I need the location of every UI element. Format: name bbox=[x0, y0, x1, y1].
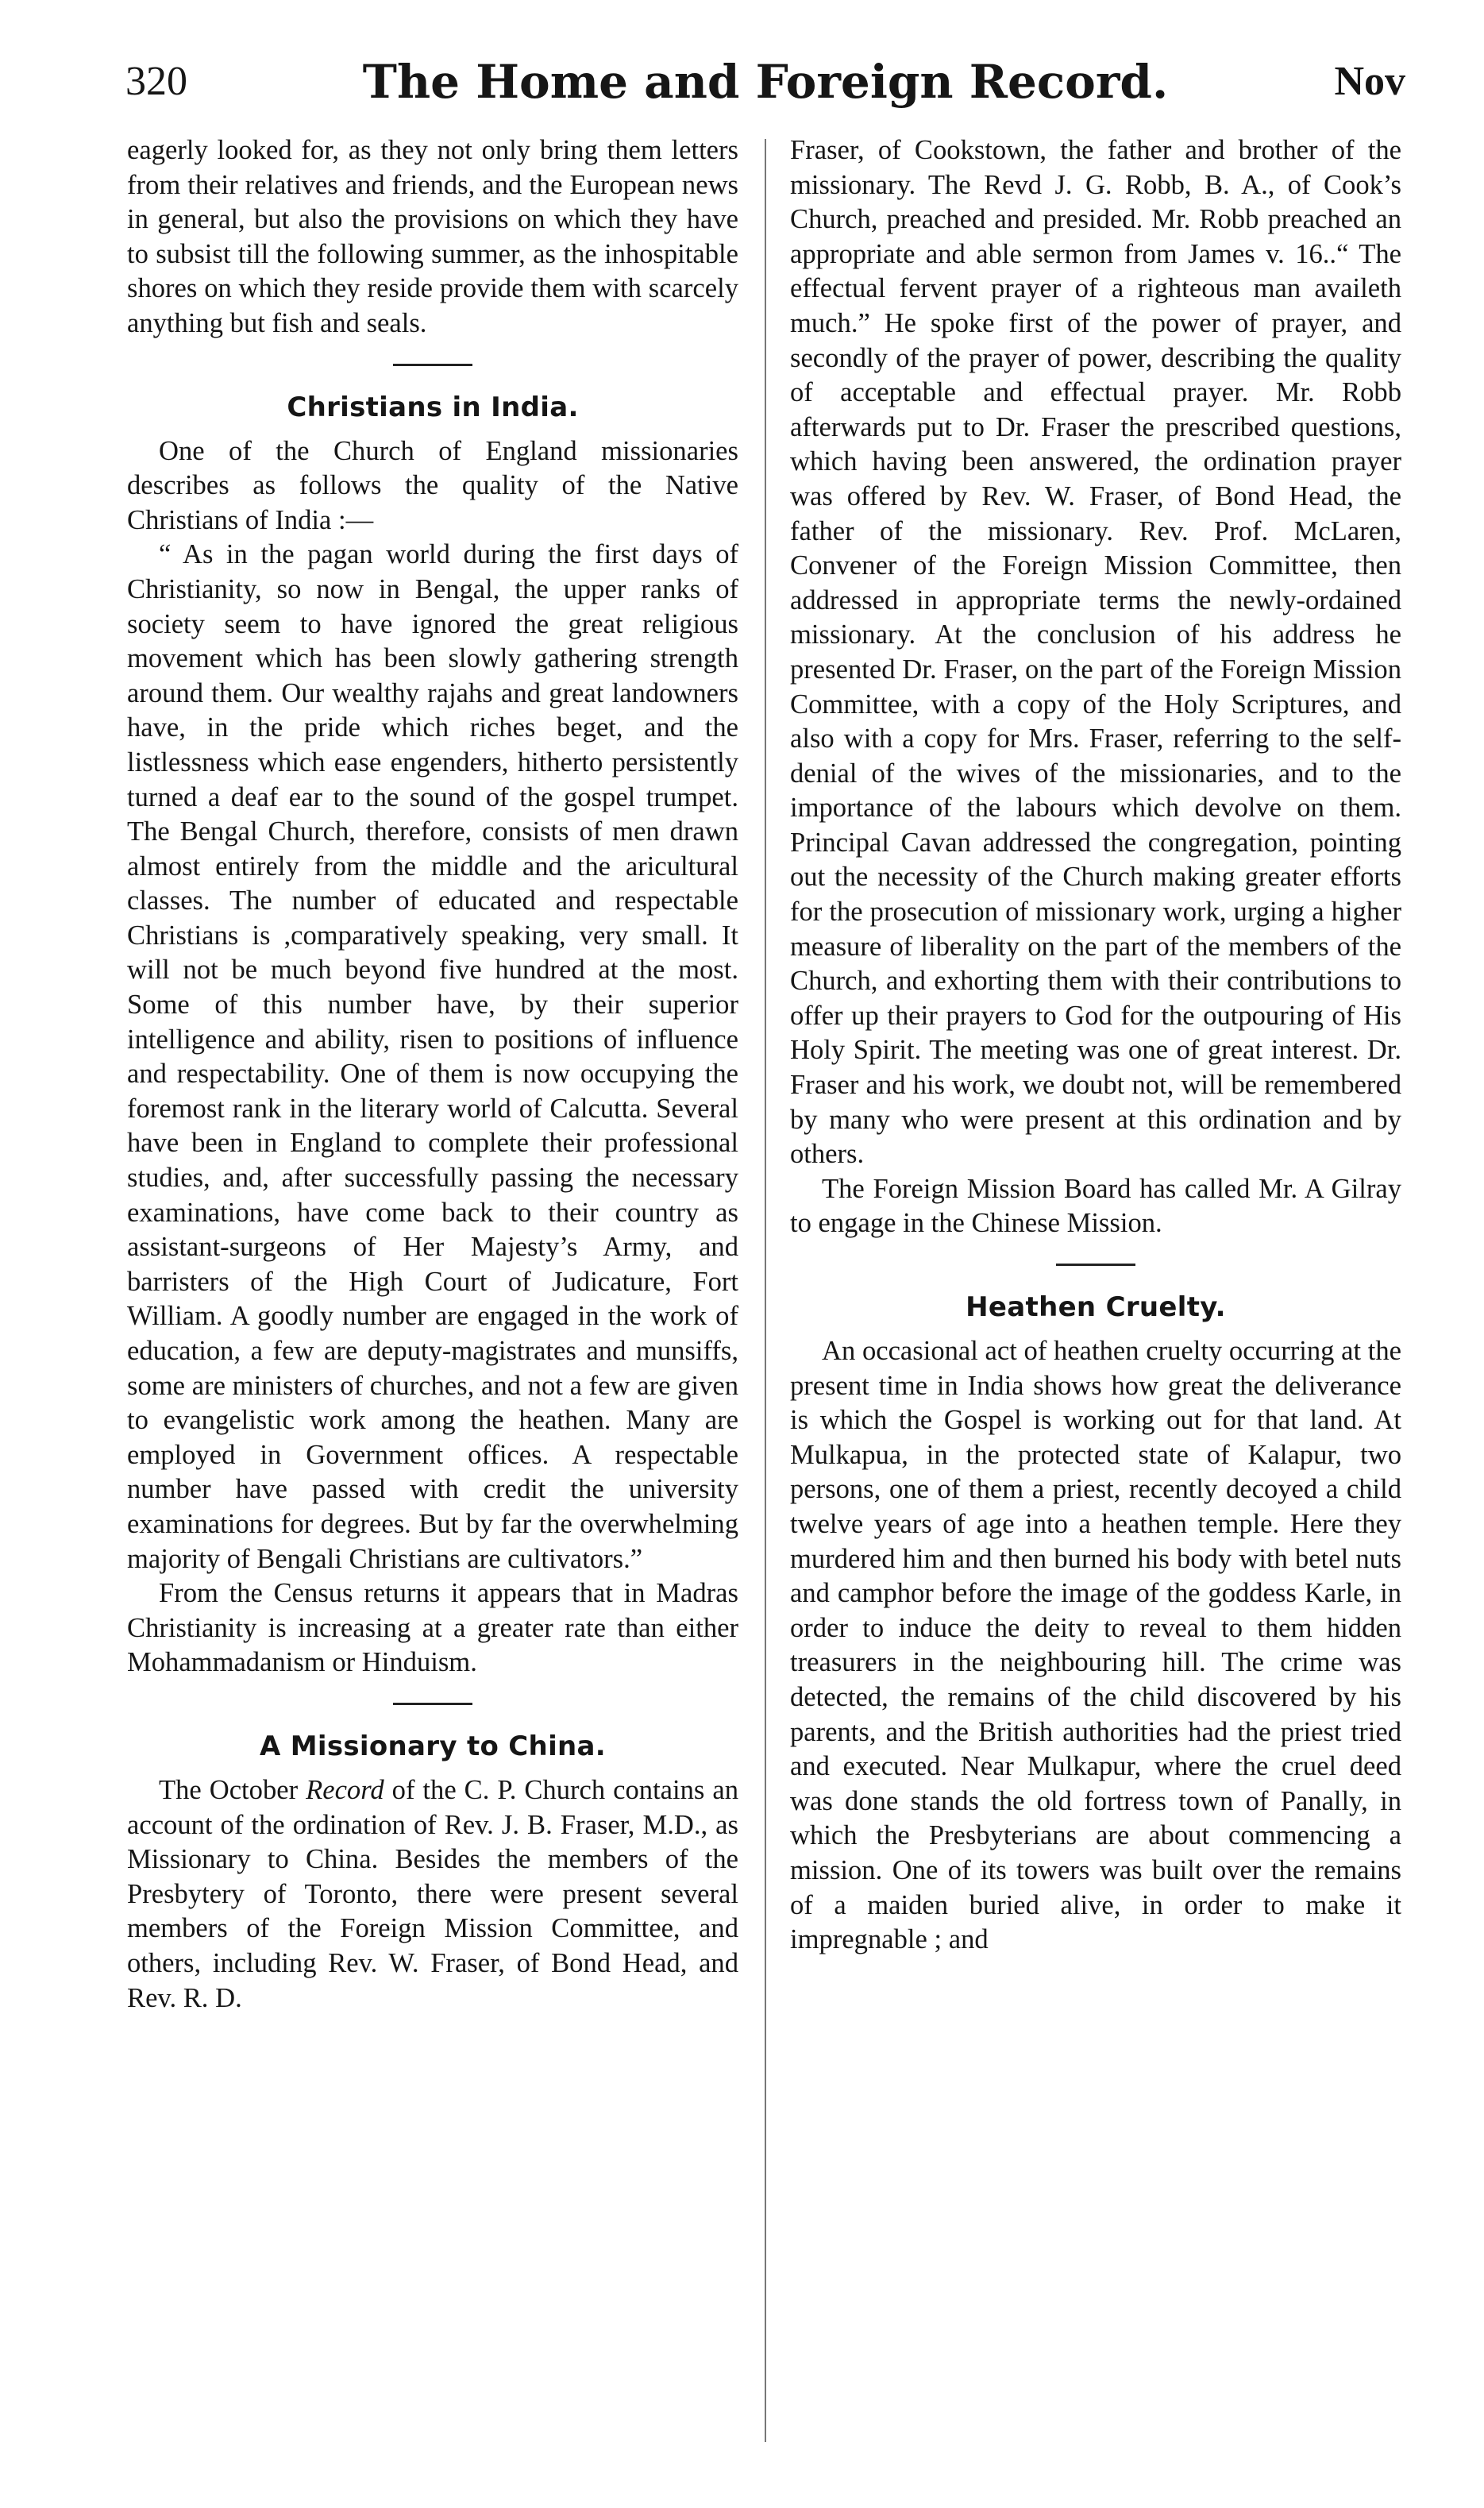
heading-christians-in-india: Christians in India. bbox=[287, 391, 579, 423]
page-number: 320 bbox=[125, 59, 187, 104]
record-title-italic: Record bbox=[306, 1774, 384, 1805]
intro-paragraph: eagerly looked for, as they not only bring them letters from their relatives and friends, and the European news in general, but also the provisions on which they have to subsist till the following summer, as the inhospitable shores on which they reside provide them with scarcely anything but fish and seals. bbox=[127, 135, 738, 338]
india-paragraph-3: From the Census returns it appears that in Madras Christianity is increasing at a greater rate than either Mohammadanism or Hinduism. bbox=[127, 1578, 738, 1678]
china-continuation-paragraph: Fraser, of Cookstown, the father and brother of the missionary. The Revd J. G. Robb, B. A., of Cook’s Church, preached and presided. Mr. Robb preached an appropriate and able sermon from James v. 16..“ The effectual fervent prayer of a righteous man availeth much.” He spoke first of the power of prayer, and secondly of the prayer of power, describing the quality of acceptable and effectual prayer. Mr. Robb afterwards put to Dr. Fraser the prescribed questions, which having been answered, the ordination prayer was offered by Rev. W. Fraser, of Bond Head, the father of the missionary. Rev. Prof. McLaren, Convener of the Foreign Mission Committee, then addressed in appropriate terms the newly-ordained missionary. At the conclusion of his address he presented Dr. Fraser, on the part of the Foreign Mission Committee, with a copy of the Holy Scriptures, and also with a copy for Mrs. Fraser, referring to the self-denial of the wives of the missionaries, and to the importance of the labours which devolve on them. Principal Cavan addressed the congregation, pointing out the necessity of the Church making greater efforts for the prosecution of missionary work, urging a higher measure of liberality on the part of the members of the Church, and exhorting them with their contributions to offer up their prayers to God for the outpouring of His Holy Spirit. The meeting was one of great interest. Dr. Fraser and his work, we doubt not, will be remembered by many who were present at this ordination and by others. bbox=[790, 135, 1401, 1170]
page-header bbox=[125, 38, 1405, 125]
heading-missionary-to-china: A Missionary to China. bbox=[260, 1730, 606, 1762]
column-divider bbox=[765, 139, 766, 2442]
publication-title: The Home and Foreign Record. bbox=[362, 55, 1169, 109]
section-separator bbox=[1056, 1264, 1135, 1266]
india-paragraph-1: One of the Church of England missionaries describes as follows the quality of the Native Christians of India :— bbox=[127, 435, 738, 535]
india-paragraph-2: “ As in the pagan world during the first days of Christianity, so now in Bengal, the upper ranks of society seem to have ignored the great religious movement which has been slowly gathering strength around them. Our wealthy rajahs and great landowners have, in the pride which riches beget, and the listlessness which ease engenders, hitherto persistently turned a deaf ear to the sound of the gospel trumpet. The Bengal Church, therefore, consists of men drawn almost entirely from the middle and the aricultural classes. The number of educated and respectable Christians is ,comparatively speaking, very small. It will not be much beyond five hundred at the most. Some of this number have, by their superior intelligence and ability, risen to positions of influence and respectability. One of them is now occupying the foremost rank in the literary world of Calcutta. Several have been in England to complete their professional studies, and, after successfully passing the necessary examinations, have come back to their country as assistant-surgeons of Her Majesty’s Army, and barristers of the High Court of Judicature, Fort William. A goodly number are engaged in the work of education, a few are deputy-magistrates and munsiffs, some are ministers of churches, and not a few are given to evangelistic work among the heathen. Many are employed in Government offices. A respectable number have passed with credit the university examinations for degrees. But by far the overwhelming majority of Bengali Christians are cultivators.” bbox=[127, 539, 738, 1574]
section-separator bbox=[393, 364, 472, 366]
issue-month: Nov bbox=[1334, 59, 1405, 104]
china-text-a: The October bbox=[159, 1774, 306, 1805]
china-text-b: of the C. P. Church contains an account of the ordination of Rev. J. B. Fraser, M.D., as Missionary to China. Besides the members of the Presbytery of Toronto, there were present several members of the Foreign Mission Committee, and others, including Rev. W. Fraser, of Bond Head, and Rev. R. D. bbox=[127, 1774, 738, 2013]
cruelty-paragraph: An occasional act of heathen cruelty occurring at the present time in India shows how great the deliverance is which the Gospel is working out for that land. At Mulkapua, in the protected state of Kalapur, two persons, one of them a priest, recently decoyed a child twelve years of age into a heathen temple. Here they murdered him and then burned his body with betel nuts and camphor before the image of the goddess Karle, in order to induce the deity to reveal to them hidden treasurers in the neighbouring hill. The crime was detected, the remains of the child discovered by his parents, and the British authorities had the priest tried and executed. Near Mulkapur, where the cruel deed was done stands the old fortress town of Panally, in which the Presbyterians are about commencing a mission. One of its towers was built over the remains of a maiden buried alive, in order to make it impregnable ; and bbox=[790, 1336, 1401, 1955]
china-paragraph-1 bbox=[127, 1773, 738, 2016]
mission-board-paragraph: The Foreign Mission Board has called Mr. A Gilray to engage in the Chinese Mission. bbox=[790, 1173, 1401, 1239]
heading-heathen-cruelty: Heathen Cruelty. bbox=[966, 1291, 1226, 1323]
section-separator bbox=[393, 1703, 472, 1705]
right-column bbox=[790, 133, 1401, 1958]
left-column bbox=[127, 133, 738, 2016]
